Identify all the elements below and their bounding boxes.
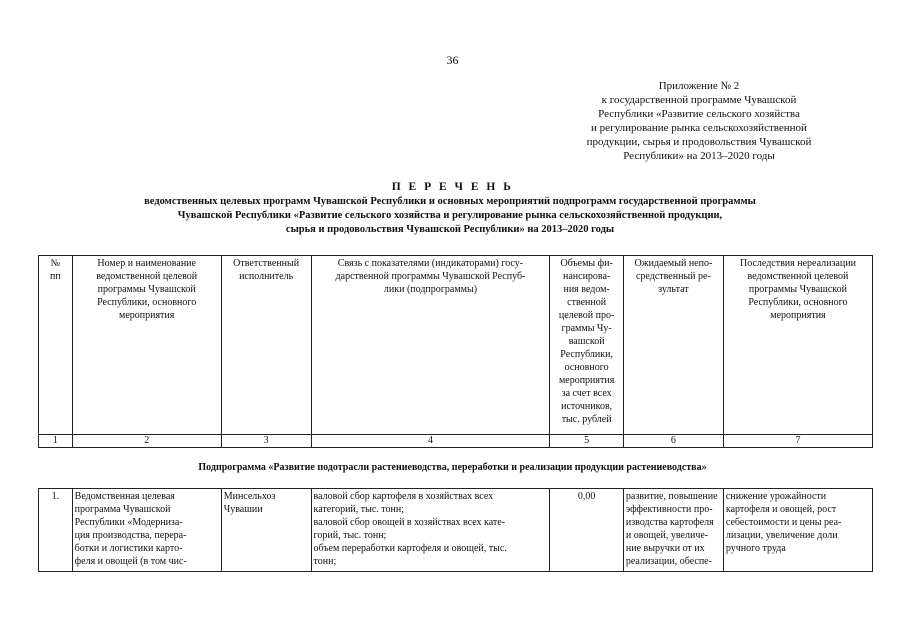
cell-line: пп — [49, 271, 61, 282]
cell-text — [75, 490, 219, 568]
cell-line: Республики, — [560, 349, 613, 360]
cell-line: вашской — [568, 336, 605, 347]
header-cell-result — [623, 256, 723, 435]
cell-text — [41, 257, 70, 283]
subtitle-line: ведомственных целевых программ Чувашской Республики и основных мероприятий подпрограмм государственной программы — [144, 196, 756, 207]
cell-line: Республики, основного — [748, 297, 848, 308]
cell-line: картофеля и овощей, рост — [725, 504, 837, 515]
cell-line: горий, тыс. тонн; — [313, 530, 387, 541]
cell-text — [314, 490, 548, 568]
cell-text — [314, 257, 548, 296]
cell-line: нансирова- — [562, 271, 611, 282]
row-funding: 0,00 — [550, 489, 623, 572]
cell-line: Республики «Модерниза- — [74, 517, 183, 528]
cell-line: источников, — [561, 401, 613, 412]
cell-text — [224, 490, 309, 516]
row-indicators — [311, 489, 550, 572]
row-consequences — [723, 489, 872, 572]
column-number-row — [39, 435, 873, 448]
document-subtitle — [60, 195, 840, 237]
cell-line: Объемы фи- — [560, 258, 613, 269]
cell-text — [224, 257, 309, 283]
subtitle-line: сырья и продовольствия Чувашской Республики» на 2013–2020 годы — [285, 224, 615, 235]
cell-line: ведомственной целевой — [96, 271, 198, 282]
cell-line: Ведомственная целевая — [74, 491, 175, 502]
header-row — [39, 256, 873, 435]
cell-text — [626, 490, 721, 568]
cell-line: Республики, основного — [97, 297, 197, 308]
appendix-line: продукции, сырья и продовольствия Чувашской — [586, 136, 812, 148]
cell-line: средственный ре- — [635, 271, 711, 282]
cell-line: программа Чувашской — [74, 504, 171, 515]
column-number: 2 — [72, 435, 221, 448]
cell-line: Ответственный — [233, 258, 300, 269]
cell-line: мероприятия — [118, 310, 175, 321]
cell-line: граммы Чу- — [561, 323, 612, 334]
row-number: 1. — [39, 489, 73, 572]
cell-line: Номер и наименование — [97, 258, 196, 269]
cell-line: Ожидаемый непо- — [634, 258, 713, 269]
appendix-note — [568, 79, 830, 163]
row-program-name — [72, 489, 221, 572]
cell-line: эффективности про- — [625, 504, 713, 515]
cell-text — [552, 257, 620, 426]
header-cell-funding — [550, 256, 623, 435]
cell-line: ственной — [567, 297, 607, 308]
cell-line: тонн; — [313, 556, 337, 567]
cell-line: валовой сбор овощей в хозяйствах всех кате- — [313, 517, 506, 528]
cell-line: основного — [564, 362, 609, 373]
cell-line: ручного труда — [725, 543, 786, 554]
cell-line: Последствия нереализации — [739, 258, 856, 269]
subtitle-line: Чувашской Республики «Развитие сельского хозяйства и регулирование рынка сельскохозяйственной продукции, — [177, 210, 723, 221]
cell-line: лизации, увеличение доли — [725, 530, 838, 541]
cell-line: и овощей, увеличе- — [625, 530, 709, 541]
cell-line: реализации, обеспе- — [625, 556, 712, 567]
cell-line: объем переработки картофеля и овощей, тыс. — [313, 543, 507, 554]
header-cell-name — [72, 256, 221, 435]
cell-line: изводства картофеля — [625, 517, 714, 528]
cell-line: категорий, тыс. тонн; — [313, 504, 405, 515]
cell-line: феля и овощей (в том чис- — [74, 556, 187, 567]
cell-line: зультат — [658, 284, 689, 295]
column-number: 5 — [550, 435, 623, 448]
programs-table-body — [38, 488, 873, 572]
appendix-line: Республики» на 2013–2020 годы — [623, 150, 775, 162]
cell-text — [726, 257, 870, 322]
column-number: 4 — [311, 435, 550, 448]
header-cell-number — [39, 256, 73, 435]
cell-line: № — [50, 258, 61, 269]
column-number: 6 — [623, 435, 723, 448]
row-executor — [221, 489, 311, 572]
appendix-line: к государственной программе Чувашской — [601, 94, 797, 106]
cell-line: программы Чувашской — [748, 284, 848, 295]
appendix-line: Республики «Развитие сельского хозяйства — [598, 108, 800, 120]
cell-line: за счет всех — [561, 388, 612, 399]
cell-text — [726, 490, 870, 555]
cell-line: Минсельхоз — [223, 491, 276, 502]
cell-line: программы Чувашской — [97, 284, 196, 295]
cell-line: тыс. рублей — [561, 414, 612, 425]
programs-table-header — [38, 255, 873, 448]
header-cell-indicators — [311, 256, 550, 435]
cell-line: дарственной программы Чувашской Респуб- — [335, 271, 526, 282]
cell-line: ботки и логистики карто- — [74, 543, 183, 554]
page-number: 36 — [446, 53, 459, 67]
appendix-line: Приложение № 2 — [658, 80, 740, 92]
row-result — [623, 489, 723, 572]
header-cell-executor — [221, 256, 311, 435]
subprogram-title: Подпрограмма «Развитие подотрасли растениеводства, переработки и реализации продукции растениеводства» — [198, 462, 707, 473]
table-row — [39, 489, 873, 572]
cell-line: ния ведом- — [563, 284, 610, 295]
column-number: 3 — [221, 435, 311, 448]
column-number: 1 — [39, 435, 73, 448]
document-title: П Е Р Е Ч Е Н Ь — [391, 181, 514, 193]
cell-line: лики (подпрограммы) — [383, 284, 478, 295]
cell-text — [626, 257, 721, 296]
cell-line: ние выручки от их — [625, 543, 705, 554]
cell-line: себестоимости и цены реа- — [725, 517, 842, 528]
column-number: 7 — [723, 435, 872, 448]
cell-line: Чувашии — [223, 504, 263, 515]
header-cell-consequences — [723, 256, 872, 435]
cell-line: валовой сбор картофеля в хозяйствах всех — [313, 491, 494, 502]
cell-line: снижение урожайности — [725, 491, 827, 502]
cell-line: исполнитель — [239, 271, 294, 282]
cell-line: Связь с показателями (индикаторами) госу- — [337, 258, 524, 269]
appendix-line: и регулирование рынка сельскохозяйственной — [591, 122, 807, 134]
cell-line: мероприятия — [770, 310, 826, 321]
cell-line: ция производства, перера- — [74, 530, 187, 541]
cell-text — [75, 257, 219, 322]
cell-line: ведомственной целевой — [747, 271, 849, 282]
cell-line: развитие, повышение — [625, 491, 718, 502]
cell-line: целевой про- — [558, 310, 615, 321]
cell-line: мероприятия — [558, 375, 615, 386]
